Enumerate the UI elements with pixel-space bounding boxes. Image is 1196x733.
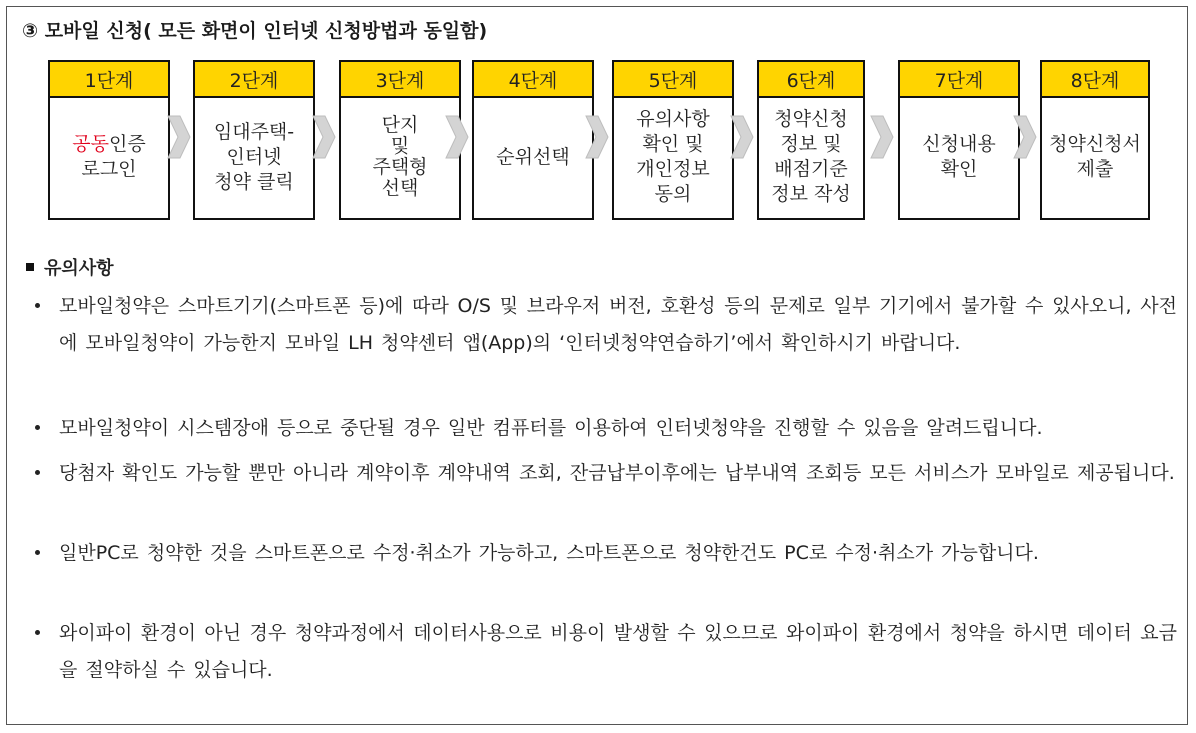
step-title: 4단계 — [474, 62, 592, 98]
step-4 — [472, 60, 594, 220]
step-line: 및 — [390, 135, 410, 157]
step-line: 정보 작성 — [771, 183, 851, 205]
step-body — [195, 96, 313, 218]
notes-title — [26, 254, 114, 280]
step-line: 정보 및 — [780, 133, 842, 155]
chevron-right-icon — [869, 114, 895, 160]
step-title: 3단계 — [341, 62, 459, 98]
bullet-dot-icon — [35, 303, 40, 308]
step-5 — [612, 60, 734, 220]
step-line: 인증 — [109, 133, 146, 155]
step-8 — [1040, 60, 1150, 220]
step-body — [474, 96, 592, 218]
step-2 — [193, 60, 315, 220]
note-text: 와이파이 환경이 아닌 경우 청약과정에서 데이터사용으로 비용이 발생할 수 있으므로 와이파이 환경에서 청약을 하시면 데이터 요금을 절약하실 수 있습니다. — [59, 622, 1177, 681]
step-line: 신청내용 — [922, 133, 996, 155]
chevron-right-icon — [584, 114, 610, 160]
step-body — [614, 96, 732, 218]
step-line: 확인 및 — [642, 133, 704, 155]
step-line: 인터넷 — [226, 145, 282, 168]
bullet-dot-icon — [35, 550, 40, 555]
step-body — [759, 96, 863, 218]
step-body — [50, 96, 168, 218]
note-item — [35, 410, 1177, 447]
step-title: 1단계 — [50, 62, 168, 98]
step-line: 청약 클릭 — [214, 170, 294, 193]
step-line: 배점기준 — [774, 158, 848, 180]
step-line: 로그인 — [81, 158, 137, 180]
step-title: 2단계 — [195, 62, 313, 98]
highlight-text: 공동 — [72, 133, 109, 155]
step-7 — [898, 60, 1020, 220]
chevron-right-icon — [1012, 114, 1038, 160]
section-heading: ③ 모바일 신청( 모든 화면이 인터넷 신청방법과 동일함) — [22, 20, 488, 42]
chevron-right-icon — [166, 114, 192, 160]
notes-title-text: 유의사항 — [44, 258, 114, 279]
step-line: 유의사항 — [636, 108, 710, 130]
note-text: 모바일청약이 시스템장애 등으로 중단될 경우 일반 컴퓨터를 이용하여 인터넷청약을 진행할 수 있음을 알려드립니다. — [59, 417, 1043, 439]
note-item — [35, 288, 1177, 362]
chevron-right-icon — [311, 114, 337, 160]
square-bullet-icon — [26, 263, 34, 271]
step-line: 청약신청서 — [1049, 133, 1141, 155]
bullet-dot-icon — [35, 470, 40, 475]
step-6 — [757, 60, 865, 220]
step-3 — [339, 60, 461, 220]
note-text: 모바일청약은 스마트기기(스마트폰 등)에 따라 O/S 및 브라우저 버전, 호환성 등의 문제로 일부 기기에서 불가할 수 있사오니, 사전에 모바일청약이 가능한지 모바일 LH 청약센터 앱(App)의 ‘인터넷청약연습하기’에서 확인하시기 바랍니다. — [59, 295, 1177, 354]
bullet-dot-icon — [35, 630, 40, 635]
step-line: 임대주택- — [213, 120, 295, 143]
step-line: 주택형 — [372, 156, 428, 178]
step-line: 확인 — [940, 158, 978, 180]
step-title: 7단계 — [900, 62, 1018, 98]
step-line: 제출 — [1076, 158, 1114, 180]
step-title: 5단계 — [614, 62, 732, 98]
step-1 — [48, 60, 170, 220]
step-line: 청약신청 — [774, 108, 848, 130]
chevron-right-icon — [729, 114, 755, 160]
step-line: 동의 — [654, 183, 692, 205]
step-body — [900, 96, 1018, 218]
step-line: 단지 — [381, 114, 419, 136]
step-body — [341, 96, 459, 218]
note-text: 당첨자 확인도 가능할 뿐만 아니라 계약이후 계약내역 조회, 잔금납부이후에는 납부내역 조회등 모든 서비스가 모바일로 제공됩니다. — [59, 462, 1175, 484]
chevron-right-icon — [444, 114, 470, 160]
step-title: 8단계 — [1042, 62, 1148, 98]
step-title: 6단계 — [759, 62, 863, 98]
note-item — [35, 535, 1177, 572]
bullet-dot-icon — [35, 425, 40, 430]
step-line: 선택 — [381, 177, 419, 199]
step-body — [1042, 96, 1148, 218]
note-item — [35, 615, 1177, 689]
step-line: 개인정보 — [636, 158, 710, 180]
note-item — [35, 455, 1177, 492]
step-line: 순위선택 — [496, 145, 570, 168]
note-text: 일반PC로 청약한 것을 스마트폰으로 수정·취소가 가능하고, 스마트폰으로 청약한건도 PC로 수정·취소가 가능합니다. — [59, 542, 1039, 564]
